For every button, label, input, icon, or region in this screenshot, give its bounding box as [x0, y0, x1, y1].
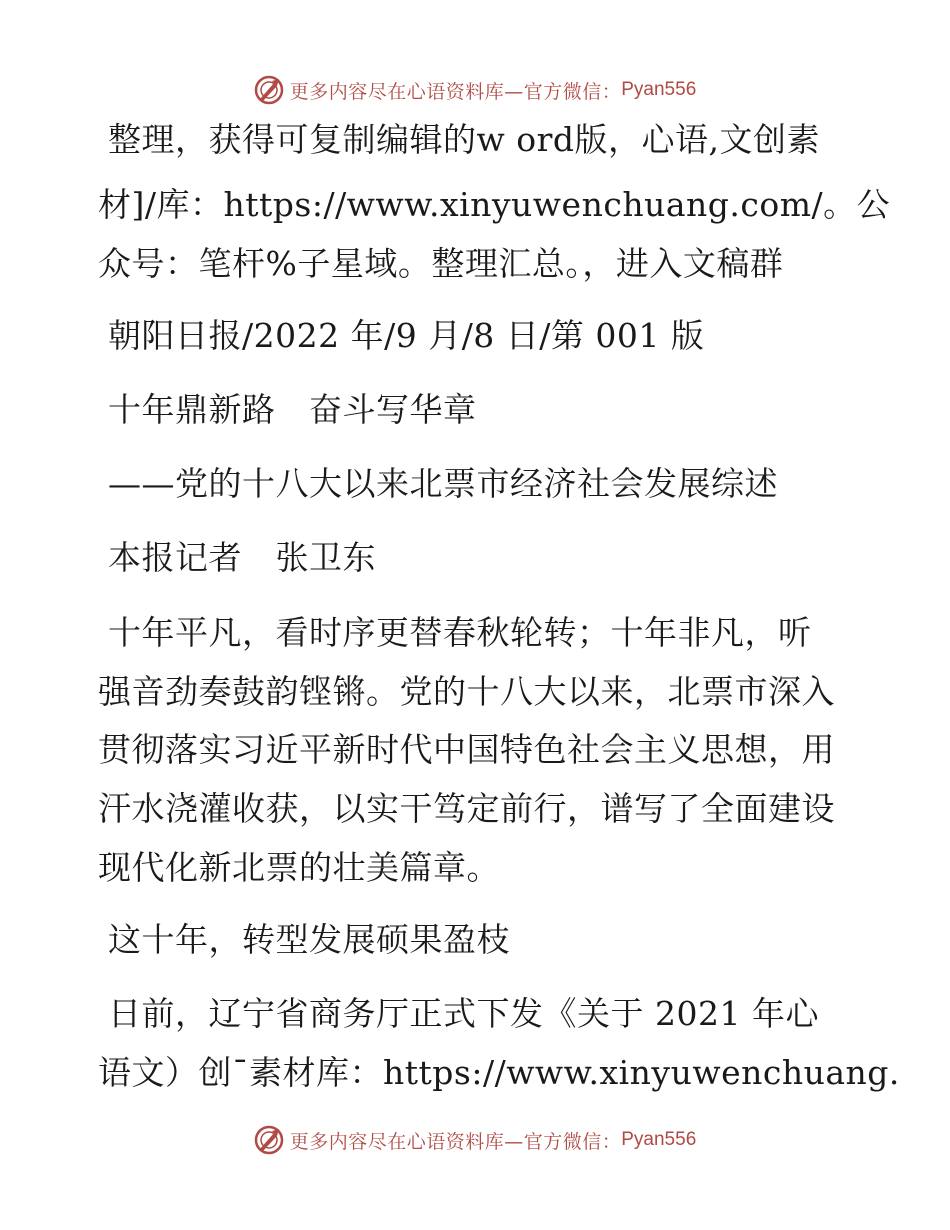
banner-text: 更多内容尽在心语资料库—官方微信： — [289, 80, 622, 103]
intro-line-1: 整理，获得可复制编辑的w ord版，心语,文创素 — [108, 120, 820, 159]
quill-emblem-icon — [254, 1125, 284, 1155]
banner-wechat-id: Pyan556 — [621, 79, 697, 100]
article-title: 十年鼎新路 奋斗写华章 — [108, 390, 477, 429]
paragraph-line: 现代化新北票的壮美篇章。 — [98, 848, 500, 887]
paragraph-line: 日前，辽宁省商务厅正式下发《关于 2021 年心 — [108, 994, 819, 1033]
paragraph-line: 汗水浇灌收获，以实干笃定前行，谱写了全面建设 — [98, 789, 835, 828]
quill-emblem-icon — [254, 75, 284, 105]
article-subtitle: ——党的十八大以来北票市经济社会发展综述 — [108, 464, 778, 503]
footer-banner — [0, 1120, 950, 1160]
section-heading: 这十年，转型发展硕果盈枝 — [108, 920, 510, 959]
banner-text: 更多内容尽在心语资料库—官方微信： — [289, 1130, 622, 1153]
paragraph-line: 强音劲奏鼓韵铿锵。党的十八大以来，北票市深入 — [98, 672, 835, 711]
article-source: 朝阳日报/2022 年/9 月/8 日/第 001 版 — [108, 316, 705, 355]
header-banner — [0, 70, 950, 110]
paragraph-line: 十年平凡，看时序更替春秋轮转；十年非凡，听 — [108, 613, 812, 652]
banner-wechat-id: Pyan556 — [621, 1129, 697, 1150]
intro-line-3: 众号：笔杆%子星域。整理汇总。，进入文稿群 — [98, 244, 784, 283]
paragraph-line: 贯彻落实习近平新时代中国特色社会主义思想，用 — [98, 730, 835, 769]
article-byline: 本报记者 张卫东 — [108, 538, 376, 577]
paragraph-line: 语文）创¯素材库：https://www.xinyuwenchuang. — [98, 1053, 900, 1092]
intro-line-2: 材]/库：https://www.xinyuwenchuang.com/。公 — [98, 185, 891, 224]
